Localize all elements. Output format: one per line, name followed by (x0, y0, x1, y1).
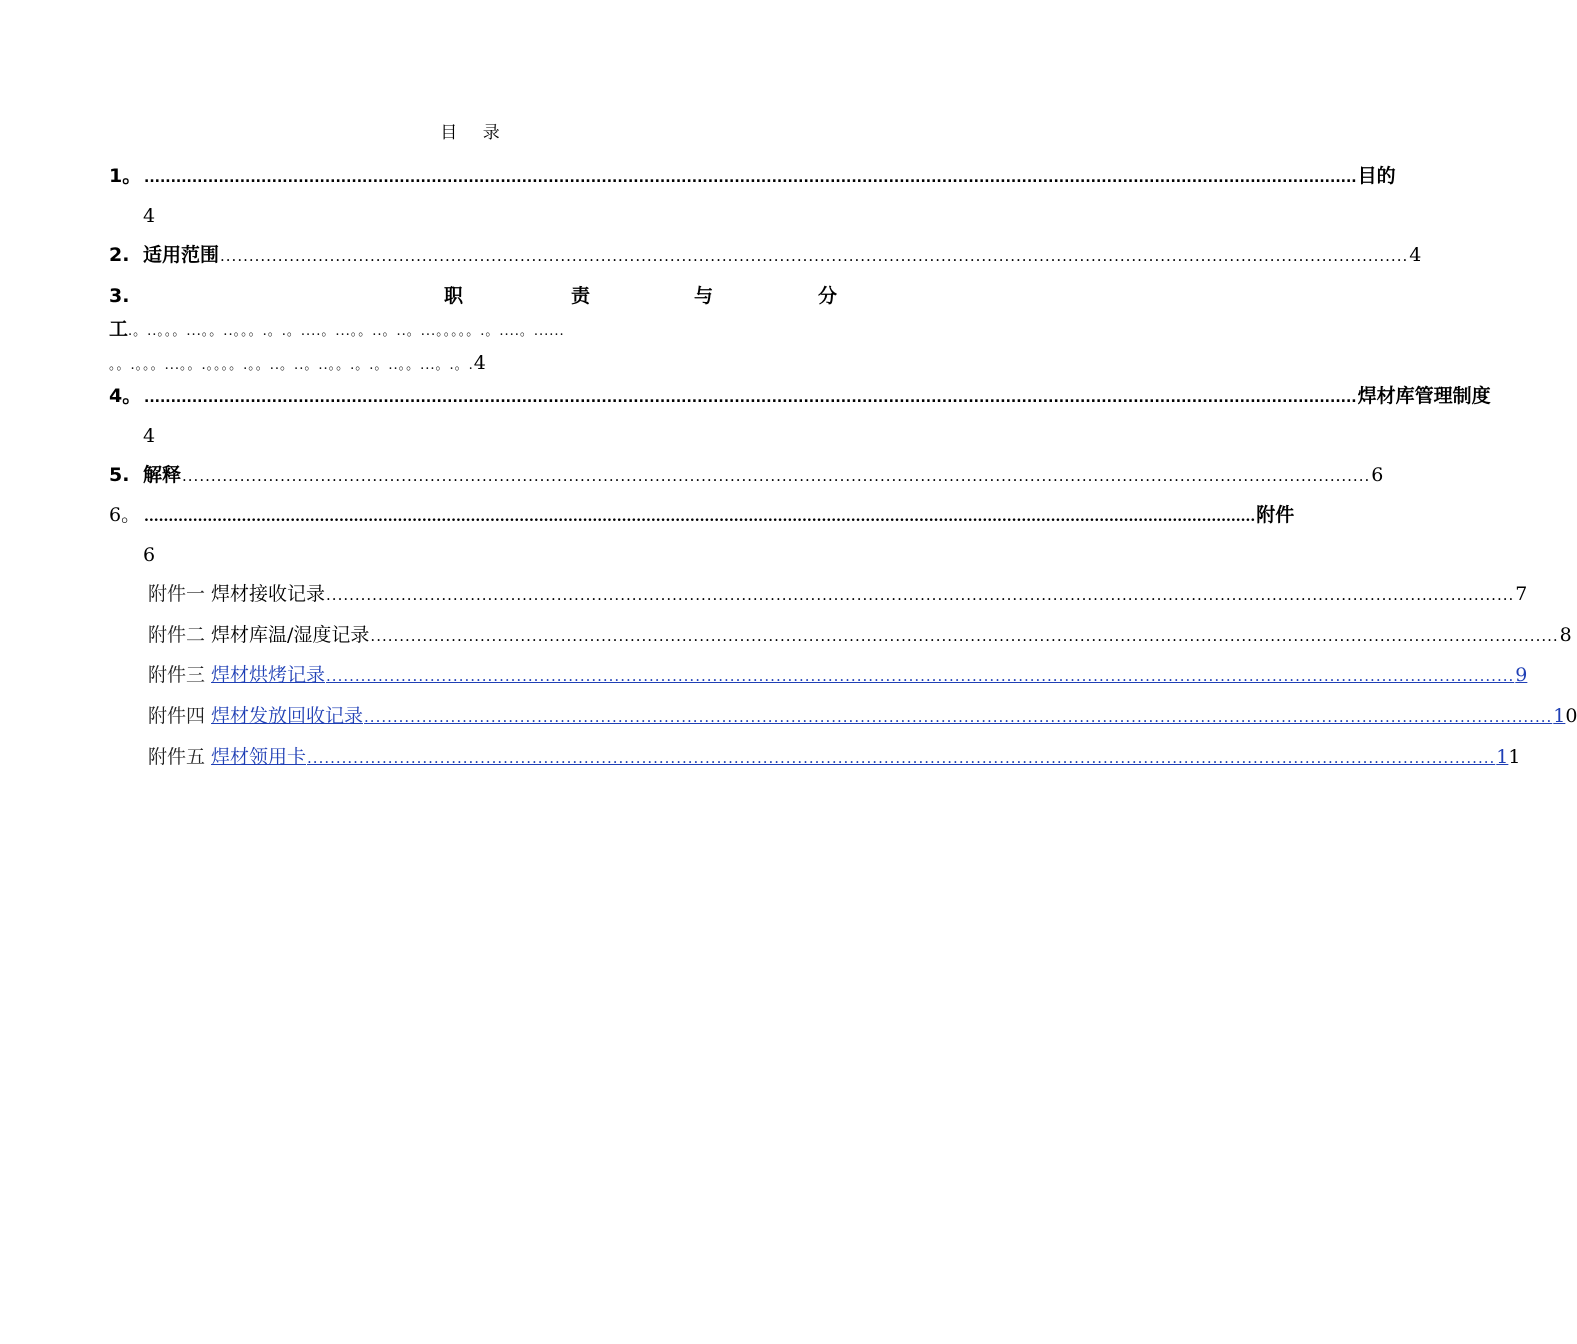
dot-leader: .................................................................................................................................................................................................................................... (144, 170, 1357, 186)
dot-leader: .............................................................................................................................................................................................................. (307, 749, 1496, 767)
dot-leader: .............................................................................................................................................................................................................. (326, 586, 1515, 604)
toc-entry-number: 5. (109, 464, 130, 486)
attachment-title-link[interactable]: 焊材领用卡 (211, 746, 307, 768)
toc-attachment-1[interactable] (148, 581, 1528, 607)
toc-entry-number: 4。 (109, 385, 142, 407)
toc-entry-3-line3 (109, 350, 841, 379)
dot-leader: .。..。。。...。。..。。。.。.。....。...。。..。..。...。。。。。.。....。...... (128, 324, 565, 339)
toc-entry-label-tail: 工 (109, 318, 129, 340)
attachment-prefix: 附件一 (148, 583, 206, 605)
toc-entry-page-number: 4 (1409, 244, 1422, 266)
attachment-prefix: 附件三 (148, 664, 206, 686)
dot-leader: .............................................................................................................................................................................................................. (220, 247, 1409, 265)
toc-entry-3-line2 (109, 316, 841, 345)
attachment-title: 焊材库温/湿度记录 (211, 624, 370, 646)
attachment-page-number: 1 (1508, 746, 1521, 768)
attachment-prefix: 附件二 (148, 624, 206, 646)
toc-entry-4[interactable] (109, 383, 1491, 409)
attachment-title-link[interactable]: 焊材烘烤记录 (211, 664, 326, 686)
toc-entry-page-number: 6 (143, 544, 156, 566)
dot-leader: 。。.。。。...。。.。。。。.。。..。..。..。。.。.。..。。...。.。. (109, 358, 474, 373)
toc-entry-label: 解释 (143, 464, 182, 486)
attachment-page-number: 7 (1515, 583, 1528, 605)
attachment-title: 焊材接收记录 (211, 583, 326, 605)
attachment-page-number-link[interactable]: 1 (1496, 746, 1509, 768)
toc-entry-label-char: 与 (694, 285, 714, 307)
toc-entry-page-number: 6 (1371, 464, 1384, 486)
toc-entry-number: 6。 (109, 504, 141, 526)
attachment-page-number: 8 (1559, 624, 1572, 646)
toc-entry-label-char: 分 (818, 285, 838, 307)
toc-entry-1[interactable] (109, 163, 1396, 189)
attachment-page-number: 0 (1565, 705, 1577, 727)
toc-entry-label: 适用范围 (143, 244, 220, 266)
toc-entry-label-char: 责 (571, 285, 591, 307)
toc-title: 目 录 (440, 123, 510, 143)
dot-leader: .............................................................................................................................................................................................................. (182, 467, 1371, 485)
dot-leader: .............................................................................................................................................................................................................. (326, 667, 1515, 685)
toc-attachment-5[interactable] (148, 744, 1521, 770)
toc-entry-number: 1。 (109, 165, 142, 187)
toc-entry-label: 目的 (1357, 165, 1396, 187)
dot-leader: .............................................................................................................................................................................................................. (364, 708, 1553, 726)
dot-leader: .................................................................................................................................................................................................................................... (144, 390, 1357, 406)
toc-entry-label-char: 职 (444, 285, 464, 307)
toc-attachment-2[interactable] (148, 622, 1572, 648)
toc-entry-number: 2. (109, 244, 130, 266)
toc-attachment-3[interactable] (148, 662, 1528, 688)
dot-leader: .............................................................................................................................................................................................................. (370, 627, 1559, 645)
toc-entry-6[interactable] (109, 502, 1295, 528)
toc-entry-label: 附件 (1256, 504, 1295, 526)
toc-entry-page-number: 4 (473, 352, 486, 374)
toc-entry-5[interactable] (109, 462, 1384, 488)
dot-leader: .................................................................................................................................................................................................................................... (144, 509, 1256, 525)
attachment-page-number-link[interactable]: 1 (1553, 705, 1566, 727)
toc-entry-page-number: 4 (143, 205, 156, 227)
toc-attachment-4[interactable] (148, 703, 1577, 729)
attachment-prefix: 附件五 (148, 746, 206, 768)
toc-entry-2[interactable] (109, 242, 1422, 268)
toc-entry-label: 焊材库管理制度 (1357, 385, 1491, 407)
toc-entry-number: 3. (109, 285, 130, 307)
toc-entry-page-number: 4 (143, 425, 156, 447)
attachment-title-link[interactable]: 焊材发放回收记录 (211, 705, 364, 727)
attachment-page-number-link[interactable]: 9 (1515, 664, 1528, 686)
attachment-prefix: 附件四 (148, 705, 206, 727)
